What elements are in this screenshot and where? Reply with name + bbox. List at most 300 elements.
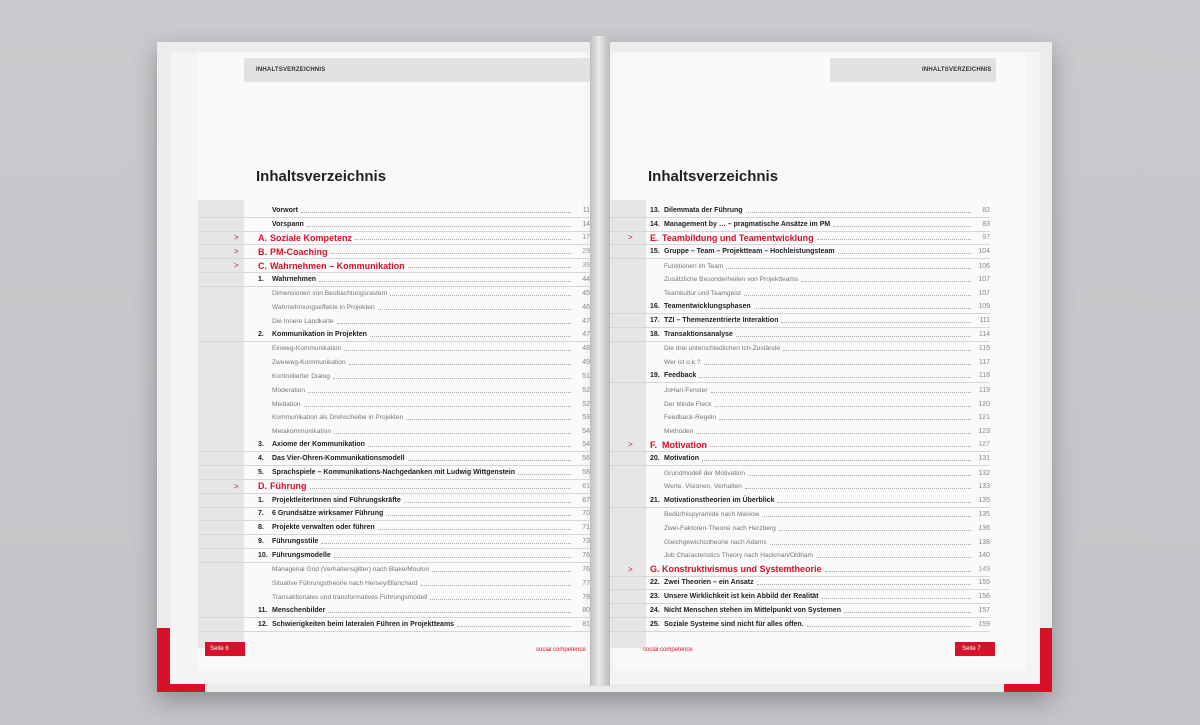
entry-title: Dilemmata der Führung xyxy=(664,206,743,214)
toc-entry xyxy=(198,452,590,466)
toc-entry xyxy=(198,218,590,232)
entry-title: PM-Coaching xyxy=(270,246,328,257)
dot-leader xyxy=(328,612,571,613)
entry-page-number: 80 xyxy=(582,607,590,614)
entry-title: Metakommunikation xyxy=(272,428,332,436)
entry-page-number: 83 xyxy=(982,220,990,228)
dot-leader xyxy=(822,598,972,599)
dot-leader xyxy=(370,336,571,337)
entry-page-number: 67 xyxy=(582,496,590,504)
entry-page-number: 131 xyxy=(978,455,990,463)
entry-number: 21. xyxy=(650,496,660,504)
entry-number: 12. xyxy=(258,620,268,628)
page-title: Inhaltsverzeichnis xyxy=(256,168,387,185)
entry-page-number: 106 xyxy=(978,262,990,270)
chapter-marker: > xyxy=(234,481,239,491)
toc-entry xyxy=(600,535,990,549)
entry-page-number: 46 xyxy=(582,303,590,311)
entry-page-number: 135 xyxy=(978,510,990,518)
toc-list xyxy=(198,204,590,632)
entry-number: 20. xyxy=(650,455,660,463)
entry-title: Funktionen im Team xyxy=(664,262,724,270)
dot-leader xyxy=(386,515,571,516)
toc-entry xyxy=(600,563,990,577)
dot-leader xyxy=(779,530,971,531)
entry-number: A. xyxy=(258,232,267,243)
entry-page-number: 107 xyxy=(978,276,990,284)
toc-entry xyxy=(600,411,990,425)
entry-page-number: 54 xyxy=(582,441,590,449)
entry-number: 14. xyxy=(650,220,660,228)
entry-page-number: 82 xyxy=(982,206,990,214)
toc-entry xyxy=(600,590,990,604)
dot-leader xyxy=(726,268,971,269)
toc-entry xyxy=(198,549,590,563)
toc-entry xyxy=(198,328,590,342)
dot-leader xyxy=(711,392,971,393)
toc-entry xyxy=(198,370,590,384)
entry-title: Moderation xyxy=(272,386,305,394)
entry-number: 15. xyxy=(650,248,660,256)
right-page xyxy=(600,52,1026,672)
dot-leader xyxy=(304,406,571,407)
entry-page-number: 136 xyxy=(978,524,990,532)
dot-leader xyxy=(457,626,571,627)
dot-leader xyxy=(719,419,971,420)
toc-entry xyxy=(198,314,590,328)
entry-title: Zusätzliche Besonderheiten von Projektteams xyxy=(664,276,799,284)
entry-title: Zweiweg-Kommunikation xyxy=(272,359,346,367)
entry-number: 13. xyxy=(650,206,660,214)
entry-title: Wahrnehmen xyxy=(272,275,317,283)
entry-title: Schwierigkeiten beim lateralen Führen in Projektteams xyxy=(272,620,455,628)
toc-entry xyxy=(600,328,990,342)
dot-leader xyxy=(430,599,571,600)
entry-number: 1. xyxy=(258,275,264,283)
entry-page-number: 45 xyxy=(582,290,590,298)
entry-page-number: 52 xyxy=(582,386,590,394)
toc-entry xyxy=(600,287,990,301)
entry-page-number: 138 xyxy=(978,538,990,546)
toc-entry xyxy=(600,204,990,218)
entry-page-number: 133 xyxy=(978,483,990,491)
dot-leader xyxy=(310,488,572,489)
entry-title: Feedback-Regeln xyxy=(664,414,717,422)
dot-leader xyxy=(349,364,571,365)
entry-page-number: 47 xyxy=(582,317,590,325)
entry-page-number: 132 xyxy=(978,469,990,477)
toc-entry xyxy=(600,301,990,315)
entry-title: Motivation xyxy=(664,455,699,463)
entry-number: 7. xyxy=(258,510,264,518)
entry-title: Einweg-Kommunikation xyxy=(272,345,342,353)
entry-page-number: 107 xyxy=(978,290,990,298)
entry-number: E. xyxy=(650,232,659,243)
chapter-marker: > xyxy=(628,440,633,450)
dot-leader xyxy=(744,295,971,296)
entry-title: Feedback xyxy=(664,372,697,380)
entry-title: Die drei unterschiedlichen Ich-Zustände xyxy=(664,345,781,353)
entry-page-number: 149 xyxy=(978,565,990,573)
toc-entry xyxy=(600,383,990,397)
entry-page-number: 76 xyxy=(582,551,590,559)
toc-entry xyxy=(600,245,990,259)
entry-page-number: 140 xyxy=(978,552,990,560)
entry-page-number: 77 xyxy=(582,579,590,587)
entry-page-number: 78 xyxy=(582,593,590,601)
toc-entry xyxy=(600,618,990,632)
entry-page-number: 127 xyxy=(978,441,990,449)
entry-page-number: 47 xyxy=(582,331,590,339)
toc-entry xyxy=(600,577,990,591)
entry-title: Konstruktivismus und Systemtheorie xyxy=(662,564,822,575)
entry-title: Transaktionales und transformatives Führungsmodell xyxy=(272,593,428,601)
toc-entry xyxy=(600,342,990,356)
toc-entry xyxy=(600,521,990,535)
chapter-marker: > xyxy=(234,247,239,257)
entry-title: Sprachspiele – Kommunikations-Nachgedanken mit Ludwig Wittgenstein xyxy=(272,469,516,477)
dot-leader xyxy=(308,392,571,393)
toc-entry xyxy=(600,218,990,232)
entry-title: Kommunikation als Drehscheibe in Projekten xyxy=(272,414,404,422)
toc-entry xyxy=(600,232,990,246)
entry-title: Wahrnehmungseffekte in Projekten xyxy=(272,303,375,311)
entry-title: Projekte verwalten oder führen xyxy=(272,524,375,532)
toc-entry xyxy=(198,342,590,356)
toc-entry xyxy=(198,287,590,301)
entry-title: Teamkultur und Teamgeist xyxy=(664,290,741,298)
entry-title: Das Vier-Ohren-Kommunikationsmodell xyxy=(272,455,405,463)
entry-title: Führungsstile xyxy=(272,538,319,546)
dot-leader xyxy=(746,212,971,213)
toc-entry xyxy=(600,314,990,328)
entry-title: 6 Grundsätze wirksamer Führung xyxy=(272,510,384,518)
dot-leader xyxy=(762,516,971,517)
entry-title: ProjektleiterInnen sind Führungskräfte xyxy=(272,496,401,504)
dot-leader xyxy=(334,433,571,434)
entry-page-number: 70 xyxy=(582,510,590,518)
toc-entry xyxy=(198,273,590,287)
toc-entry xyxy=(198,439,590,453)
entry-title: Kommunikation in Projekten xyxy=(272,331,367,339)
entry-number: 2. xyxy=(258,331,264,339)
toc-entry xyxy=(600,356,990,370)
dot-leader xyxy=(844,612,971,613)
entry-page-number: 11 xyxy=(582,206,590,214)
entry-title: Teambildung und Teamentwicklung xyxy=(662,232,814,243)
entry-number: D. xyxy=(258,481,267,492)
entry-title: Zwei-Faktoren-Theorie nach Herzberg xyxy=(664,524,776,532)
entry-page-number: 111 xyxy=(979,317,990,325)
toc-entry xyxy=(198,494,590,508)
dot-leader xyxy=(333,378,571,379)
toc-entry xyxy=(600,370,990,384)
entry-page-number: 54 xyxy=(582,428,590,436)
entry-page-number: 155 xyxy=(978,579,990,587)
entry-title: Gruppe – Team – Projektteam – Hochleistungsteam xyxy=(664,248,835,256)
running-header: INHALTSVERZEICHNIS xyxy=(256,67,326,73)
chapter-marker: > xyxy=(628,233,633,243)
dot-leader xyxy=(754,308,971,309)
dot-leader xyxy=(378,529,571,530)
entry-page-number: 56 xyxy=(582,455,590,463)
toc-entry xyxy=(600,604,990,618)
entry-number: F. xyxy=(650,439,658,450)
dot-leader xyxy=(334,557,571,558)
dot-leader xyxy=(408,460,571,461)
toc-entry xyxy=(198,535,590,549)
dot-leader xyxy=(781,322,971,323)
book-spine xyxy=(590,36,610,686)
dot-leader xyxy=(331,253,572,254)
entry-title: Motivation xyxy=(662,439,707,450)
dot-leader xyxy=(337,323,571,324)
entry-title: Axiome der Kommunikation xyxy=(272,441,365,449)
entry-page-number: 97 xyxy=(982,234,990,242)
entry-page-number: 44 xyxy=(582,275,590,283)
toc-entry xyxy=(198,590,590,604)
entry-page-number: 81 xyxy=(582,620,590,628)
entry-title: Situative Führungstheorie nach Hersey/Blanchard xyxy=(272,579,418,587)
entry-title: Kontrollierter Dialog xyxy=(272,372,330,380)
entry-title: JoHari-Fenster xyxy=(664,386,708,394)
entry-number: 11. xyxy=(258,607,268,614)
entry-title: Job Characteristics Theory nach Hackman/Oldham xyxy=(664,552,814,560)
dot-leader xyxy=(390,295,571,296)
footer-label: social competence xyxy=(536,647,586,653)
entry-title: Vorspann xyxy=(272,220,304,228)
toc-entry xyxy=(198,466,590,480)
dot-leader xyxy=(825,571,971,572)
toc-entry xyxy=(600,259,990,273)
entry-number: 1. xyxy=(258,496,264,504)
toc-entry xyxy=(600,439,990,453)
entry-page-number: 156 xyxy=(978,593,990,601)
dot-leader xyxy=(838,253,971,254)
entry-title: Dimensionen von Beobachtungsrastern xyxy=(272,290,388,298)
entry-number: 10. xyxy=(258,551,268,559)
chapter-marker: > xyxy=(628,564,633,574)
entry-number: 3. xyxy=(258,441,264,449)
entry-title: Bedürfnispyramide nach Maslow xyxy=(664,510,760,518)
entry-page-number: 117 xyxy=(978,359,990,367)
dot-leader xyxy=(319,281,571,282)
toc-entry xyxy=(600,494,990,508)
dot-leader xyxy=(321,543,571,544)
dot-leader xyxy=(702,460,971,461)
entry-page-number: 58 xyxy=(582,469,590,477)
toc-entry xyxy=(198,301,590,315)
dot-leader xyxy=(408,267,571,268)
entry-number: 4. xyxy=(258,455,264,463)
toc-entry xyxy=(600,549,990,563)
entry-title: Führungsmodelle xyxy=(272,551,331,559)
entry-title: Menschenbilder xyxy=(272,607,326,614)
entry-page-number: 104 xyxy=(978,248,990,256)
entry-number: B. xyxy=(258,246,267,257)
page-title: Inhaltsverzeichnis xyxy=(648,168,779,185)
entry-page-number: 121 xyxy=(978,414,990,422)
entry-page-number: 14 xyxy=(582,220,590,228)
toc-entry xyxy=(198,356,590,370)
entry-page-number: 119 xyxy=(978,386,990,394)
entry-page-number: 114 xyxy=(978,331,990,339)
dot-leader xyxy=(710,446,971,447)
dot-leader xyxy=(518,474,571,475)
toc-entry xyxy=(198,397,590,411)
entry-number: 25. xyxy=(650,620,660,628)
toc-entry xyxy=(198,521,590,535)
page-number: Seite 7 xyxy=(962,646,981,652)
toc-entry xyxy=(198,259,590,273)
toc-entry xyxy=(600,480,990,494)
entry-number: 19. xyxy=(650,372,660,380)
entry-number: 18. xyxy=(650,331,660,339)
entry-number: 5. xyxy=(258,469,264,477)
entry-page-number: 17 xyxy=(582,234,590,242)
dot-leader xyxy=(704,364,971,365)
entry-title: Mediation xyxy=(272,400,301,408)
dot-leader xyxy=(807,626,971,627)
entry-title: Methoden xyxy=(664,428,694,436)
dot-leader xyxy=(745,488,971,489)
entry-number: 9. xyxy=(258,538,264,546)
entry-title: Vorwort xyxy=(272,206,298,214)
entry-page-number: 76 xyxy=(582,566,590,574)
dot-leader xyxy=(378,309,571,310)
entry-title: Zwei Theorien – ein Ansatz xyxy=(664,579,754,587)
toc-entry xyxy=(198,245,590,259)
entry-title: Soziale Systeme sind nicht für alles offen. xyxy=(664,620,804,628)
dot-leader xyxy=(715,406,971,407)
entry-title: Nicht Menschen stehen im Mittelpunkt von Systemen xyxy=(664,607,841,614)
entry-title: Die Innere Landkarte xyxy=(272,317,334,325)
toc-entry xyxy=(198,232,590,246)
entry-title: Motivationstheorien im Überblick xyxy=(664,496,775,504)
entry-page-number: 120 xyxy=(978,400,990,408)
toc-entry xyxy=(600,466,990,480)
entry-title: Transaktionsanalyse xyxy=(664,331,733,339)
dot-leader xyxy=(777,502,971,503)
entry-number: 17. xyxy=(650,317,660,325)
entry-title: Soziale Kompetenz xyxy=(270,232,353,243)
dot-leader xyxy=(406,419,571,420)
dot-leader xyxy=(696,433,971,434)
dot-leader xyxy=(770,544,971,545)
dot-leader xyxy=(816,557,971,558)
entry-title: Unsere Wirklichkeit ist kein Abbild der Realität xyxy=(664,593,819,601)
entry-number: 22. xyxy=(650,579,660,587)
dot-leader xyxy=(757,584,971,585)
page-number: Seite 6 xyxy=(210,646,229,652)
entry-number: C. xyxy=(258,260,267,271)
entry-title: Gleichgewichtstheorie nach Adams xyxy=(664,538,767,546)
dot-leader xyxy=(833,226,971,227)
dot-leader xyxy=(736,336,971,337)
left-page xyxy=(198,52,600,672)
entry-page-number: 115 xyxy=(978,345,990,353)
entry-number: 8. xyxy=(258,524,264,532)
entry-title: Management by … – pragmatische Ansätze im PM xyxy=(664,220,831,228)
chapter-marker: > xyxy=(234,233,239,243)
entry-page-number: 61 xyxy=(582,482,590,490)
entry-page-number: 157 xyxy=(978,607,990,614)
running-header: INHALTSVERZEICHNIS xyxy=(922,67,992,73)
chapter-marker: > xyxy=(234,261,239,271)
entry-page-number: 73 xyxy=(582,538,590,546)
entry-number: G. xyxy=(650,564,660,575)
entry-page-number: 71 xyxy=(582,524,590,532)
entry-title: Der blinde Fleck xyxy=(664,400,712,408)
dot-leader xyxy=(355,239,571,240)
entry-title: Teamentwicklungsphasen xyxy=(664,303,751,311)
toc-entry xyxy=(198,618,590,632)
entry-title: Werte, Visionen, Verhalten xyxy=(664,483,742,491)
entry-page-number: 51 xyxy=(582,372,590,380)
toc-entry xyxy=(600,508,990,522)
entry-page-number: 159 xyxy=(978,620,990,628)
entry-number: 24. xyxy=(650,607,660,614)
dot-leader xyxy=(699,377,971,378)
entry-page-number: 48 xyxy=(582,345,590,353)
toc-entry xyxy=(198,425,590,439)
entry-number: 16. xyxy=(650,303,660,311)
toc-entry xyxy=(600,273,990,287)
dot-leader xyxy=(421,585,571,586)
dot-leader xyxy=(307,226,571,227)
entry-title: Wahrnehmen – Kommunikation xyxy=(270,260,405,271)
entry-page-number: 118 xyxy=(978,372,990,380)
entry-page-number: 109 xyxy=(978,303,990,311)
toc-list xyxy=(600,204,990,632)
entry-page-number: 49 xyxy=(582,359,590,367)
dot-leader xyxy=(801,281,971,282)
dot-leader xyxy=(368,446,571,447)
entry-page-number: 39 xyxy=(582,262,590,270)
dot-leader xyxy=(817,239,971,240)
entry-page-number: 52 xyxy=(582,400,590,408)
toc-entry xyxy=(198,577,590,591)
toc-entry xyxy=(600,397,990,411)
toc-entry xyxy=(198,411,590,425)
toc-entry xyxy=(600,452,990,466)
entry-page-number: 135 xyxy=(978,496,990,504)
toc-entry xyxy=(600,425,990,439)
entry-page-number: 53 xyxy=(582,414,590,422)
toc-entry xyxy=(198,204,590,218)
dot-leader xyxy=(344,350,571,351)
toc-entry xyxy=(198,604,590,618)
dot-leader xyxy=(301,212,571,213)
toc-entry xyxy=(198,480,590,494)
entry-title: Wer ist o.k.? xyxy=(664,359,701,367)
entry-number: 23. xyxy=(650,593,660,601)
toc-entry xyxy=(198,563,590,577)
entry-title: Managerial Grid (Verhaltensgitter) nach Blake/Mouton xyxy=(272,566,430,574)
dot-leader xyxy=(432,571,571,572)
entry-title: Grundmodell der Motivation xyxy=(664,469,745,477)
toc-entry xyxy=(198,383,590,397)
dot-leader xyxy=(404,502,571,503)
footer-label: social competence xyxy=(643,647,693,653)
toc-entry xyxy=(198,508,590,522)
entry-title: TZI – Themenzentrierte Interaktion xyxy=(664,317,779,325)
entry-page-number: 123 xyxy=(978,428,990,436)
entry-page-number: 29 xyxy=(582,248,590,256)
dot-leader xyxy=(748,475,971,476)
entry-title: Führung xyxy=(270,481,307,492)
dot-leader xyxy=(783,350,971,351)
